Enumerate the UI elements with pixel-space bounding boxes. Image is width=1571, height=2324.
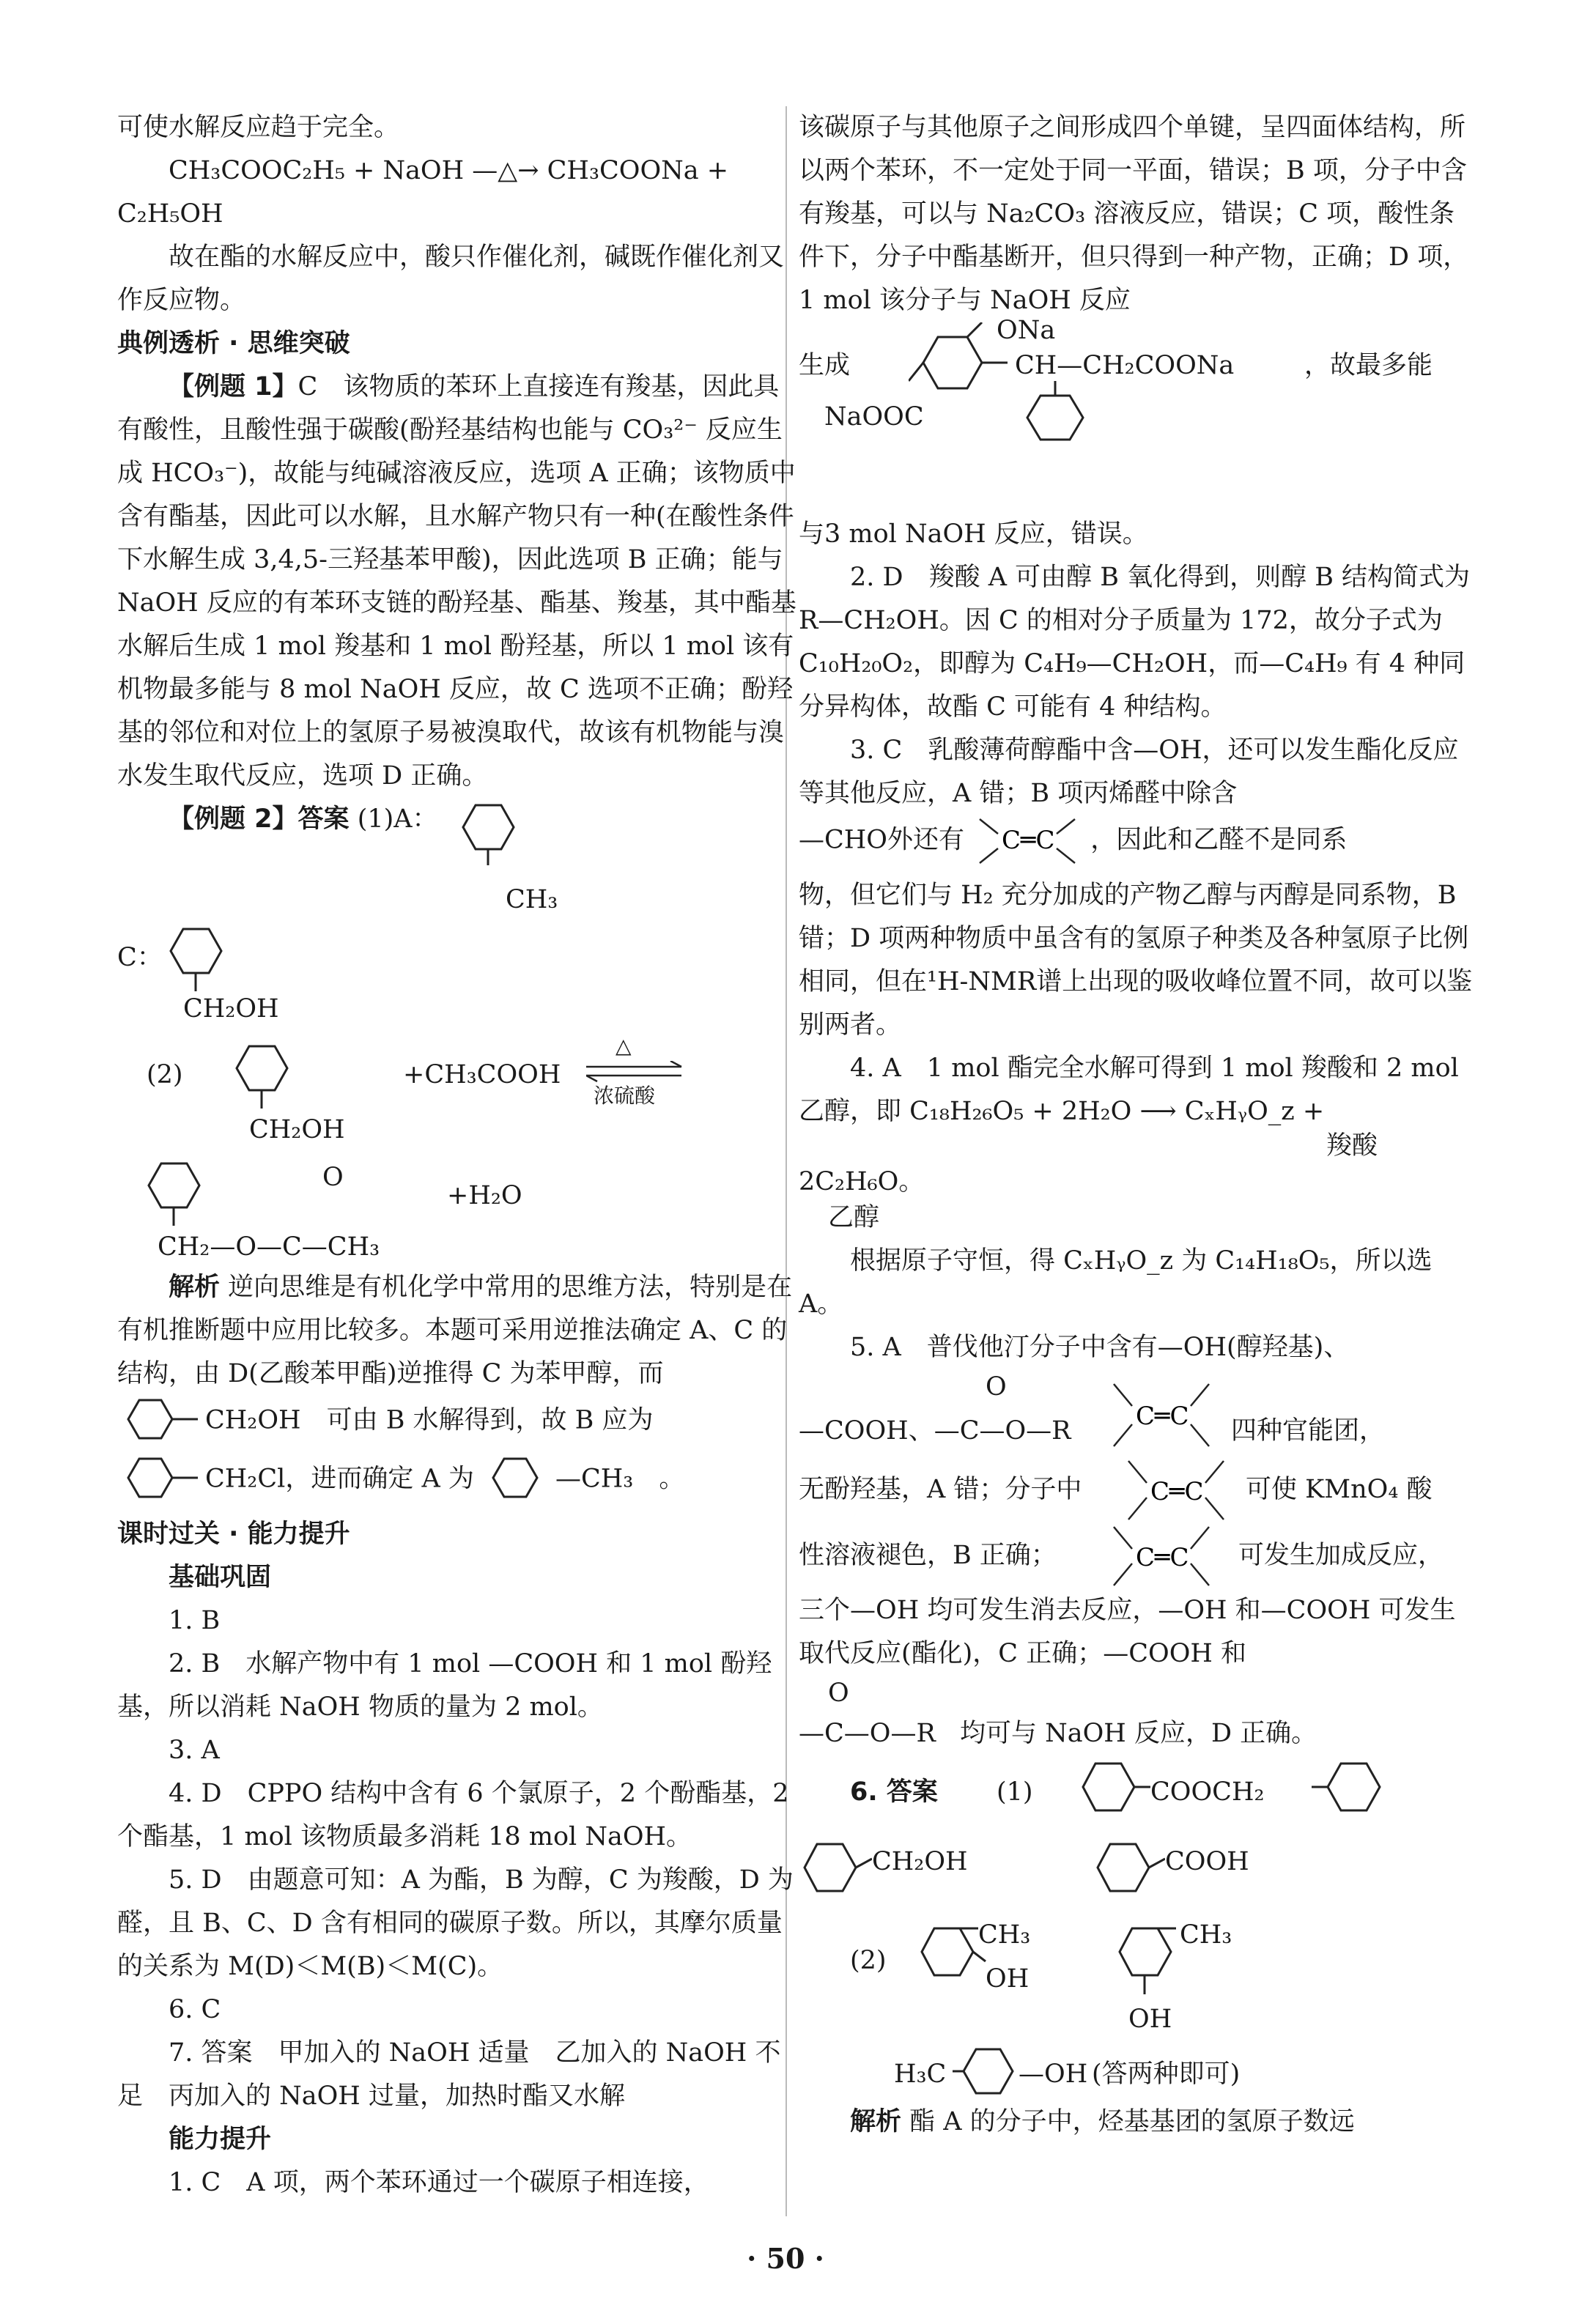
example-text: C 该物质的苯环上直接连有羧基，因此具有酸性，且酸性强于碳酸(酚羟基结构也能与 CO₃²⁻ 反应生成 HCO₃⁻)，故能与纯碱溶液反应，选项 A 正确；该物质中含有酯基，因此可以水解，且水解产物只有一种(在酸性条件下水解生成 3,4,5-三羟基苯甲酸)，因此选项 B 正确；能与 NaOH 反应的有苯环支链的酚羟基、酯基、羧基，其中酯基水解后生成 1 mol 羧基和 1 mol 酚羟基，所以 1 mol 该有机物最多能与 8 mol NaOH 反应，故 C 选项不正确；酚羟基的邻位和对位上的氢原子易被溴取代，故该有机物能与溴水发生取代反应，选项 D 正确。 <box>117 372 796 791</box>
annotation: 乙醇 <box>828 1203 880 1232</box>
answer-item: 2. D 羧酸 A 可由醇 B 氧化得到，则醇 B 结构简式为R—CH₂OH。因 C 的相对分子质量为 172，故分子式为 C₁₀H₂₀O₂，即醇为 C₄H₉—CH₂OH，而—C₄H₉ 有 4 种同分异构体，故酯 C 可能有 4 种结构。 <box>799 563 1471 722</box>
answer-6-part2 <box>799 1917 1480 2042</box>
condition-bottom: 浓硫酸 <box>594 1084 656 1108</box>
answer-6 <box>799 1756 1480 1837</box>
text: ，因此和乙醛不是同系 <box>1090 825 1348 855</box>
answer-item: 4. D CPPO 结构中含有 6 个氯原子，2 个酚酯基，2 个酯基，1 mol 该物质最多消耗 18 mol NaOH。 <box>117 1779 789 1851</box>
text: 生成 <box>799 351 851 380</box>
analysis-text: ，进而确定 A 为 <box>285 1464 474 1494</box>
answer-item: 5. A 普伐他汀分子中含有—OH(醇羟基)、 <box>850 1333 1350 1362</box>
ch2oh-label: CH₂OH <box>249 1115 345 1144</box>
benzene-ring-icon <box>799 1837 872 1903</box>
analysis-line <box>117 1396 799 1454</box>
product-structure <box>799 316 1480 513</box>
answer-item: 1. B <box>169 1606 221 1635</box>
answer-6-line2 <box>799 1837 1480 1917</box>
cooh-label: COOH <box>1165 1847 1249 1876</box>
analysis-text: 逆向思维是有机化学中常用的思维方法，特别是在有机推断题中应用比较多。本题可采用逆推法确定 A、C 的结构，由 D(乙酸苯甲酯)逆推得 C 为苯甲醇，而 <box>117 1273 793 1388</box>
paragraph: 故在酯的水解反应中，酸只作催化剂，碱既作催化剂又作反应物。 <box>117 243 785 315</box>
ch3-label: CH₃ <box>1180 1920 1232 1950</box>
text: 可发生加成反应， <box>1238 1541 1444 1570</box>
double-bond-icon <box>1106 1373 1216 1454</box>
water: +H₂O <box>447 1181 522 1210</box>
right-column <box>799 106 1480 2144</box>
oh-label: OH <box>1128 2005 1172 2034</box>
answer-item: 6. C <box>169 1995 221 2024</box>
analysis-tag: 解析 <box>850 2107 902 2136</box>
text: 四种官能团， <box>1231 1416 1386 1446</box>
equation-line: 2C₂H₆O。 <box>799 1167 925 1196</box>
double-bond-icon <box>1121 1457 1231 1523</box>
text: —COOH、—C—O—R <box>799 1416 1071 1446</box>
analysis-line <box>117 1454 799 1513</box>
equation-line: CH₃COOC₂H₅ + NaOH —△→ CH₃COONa + <box>169 156 729 185</box>
benzene-ring-icon <box>1019 381 1092 454</box>
paragraph-example1 <box>117 366 799 798</box>
double-bond-icon <box>972 815 1082 867</box>
part-label: (2) <box>850 1946 887 1975</box>
text-line: 可使水解反应趋于完全。 <box>117 113 400 142</box>
sub-heading: 基础巩固 <box>169 1563 272 1592</box>
paragraph: 该碳原子与其他原子之间形成四个单键，呈四面体结构，所以两个苯环，不一定处于同一平面，错误；B 项，分子中含有羧基，可以与 Na₂CO₃ 溶液反应，错误；C 项，酸性条件下，分子中酯基断开，但只得到一种产物，正确；D 项，1 mol 该分子与 NaOH 反应 <box>799 113 1469 315</box>
answer-6-line4 <box>799 2042 1480 2101</box>
chain-label: CH—CH₂COONa <box>1015 351 1235 380</box>
ester-group: —C—O—R <box>799 1719 936 1748</box>
reaction-2 <box>117 1034 799 1163</box>
benzene-ring-icon <box>132 1156 220 1237</box>
carbonyl-o: O <box>828 1679 849 1708</box>
oh-label: —OH <box>1019 2060 1088 2089</box>
benzene-ring-icon <box>117 1454 205 1506</box>
ch2oh-label: CH₂OH <box>205 1405 301 1435</box>
c-label: C： <box>117 943 163 972</box>
ester-label: COOCH₂ <box>1150 1777 1265 1807</box>
analysis-paragraph <box>117 1266 799 1396</box>
cc-text: C═C <box>1002 826 1055 855</box>
h3c-label: H₃C <box>894 2060 947 2089</box>
section-heading: 课时过关 · 能力提升 <box>117 1520 350 1549</box>
text: 性溶液褪色，B 正确； <box>799 1541 1057 1570</box>
equation-line: C₂H₅OH <box>117 199 223 229</box>
condition-top: △ <box>616 1034 632 1058</box>
sub-heading: 能力提升 <box>169 2125 272 2154</box>
ch2cl-label: CH₂Cl <box>205 1464 286 1494</box>
answer-label: 6. 答案 <box>850 1777 938 1807</box>
annotation: 羧酸 <box>1326 1131 1378 1161</box>
page-number: · 50 · <box>747 2242 824 2275</box>
answer-line <box>799 1457 1480 1523</box>
cc-text: C═C <box>1150 1477 1204 1506</box>
answer-line <box>799 1523 1480 1589</box>
paragraph: 物，但它们与 H₂ 充分加成的产物乙醇与丙醇是同系物，B 错；D 项两种物质中虽含有的氢原子种类及各种氢原子比例相同，但在¹H-NMR谱上出现的吸收峰位置不同，故可以鉴别两者。 <box>799 881 1473 1040</box>
section-heading: 典例透析 · 思维突破 <box>117 329 350 358</box>
product-structure <box>117 1163 799 1266</box>
left-column <box>117 106 799 2205</box>
benzene-ring-icon <box>482 1454 555 1506</box>
paragraph: 与3 mol NaOH 反应，错误。 <box>799 519 1148 549</box>
answer-item: 3. C 乳酸薄荷醇酯中含—OH，还可以发生酯化反应等其他反应，A 错；B 项丙烯醛中除含 <box>799 736 1459 808</box>
ch2oh-label: CH₂OH <box>183 994 279 1024</box>
part-label: (1) <box>997 1777 1033 1807</box>
analysis-tag: 解析 <box>169 1273 221 1302</box>
carbonyl-o: O <box>322 1163 344 1192</box>
text: 无酚羟基，A 错；分子中 <box>799 1475 1082 1504</box>
text: 均可与 NaOH 反应，D 正确。 <box>960 1719 1317 1748</box>
answer-item: 1. C A 项，两个苯环通过一个碳原子相连接， <box>169 2168 709 2197</box>
paragraph: 根据原子守恒，得 CₓHᵧO_z 为 C₁₄H₁₈O₅，所以选 A。 <box>799 1246 1433 1319</box>
cc-text: C═C <box>1136 1543 1189 1572</box>
acetic-acid: +CH₃COOH <box>403 1060 561 1089</box>
text: —CHO外还有 <box>799 825 964 855</box>
oh-label: OH <box>986 1964 1030 1994</box>
answer-item: 5. D 由题意可知：A 为酯，B 为醇，C 为羧酸，D 为醛，且 B、C、D 含有相同的碳原子数。所以，其摩尔质量的关系为 M(D)＜M(B)＜M(C)。 <box>117 1865 794 1981</box>
c-structure <box>117 922 799 1024</box>
toluene-structure <box>446 798 549 886</box>
analysis-text: 可由 B 水解得到，故 B 应为 <box>326 1405 654 1435</box>
example-tag: 【例题 2】 <box>169 804 298 834</box>
text: 可使 KMnO₄ 酸 <box>1246 1475 1433 1504</box>
answer-item: 4. A 1 mol 酯完全水解可得到 1 mol 羧酸和 2 mol 乙醇，即 C₁₈H₂₆O₅ + 2H₂O ⟶ CₓHᵧO_z + <box>799 1054 1459 1126</box>
ona-label: ONa <box>997 316 1056 345</box>
benzene-ring-icon <box>1077 1756 1150 1822</box>
ch3-label: —CH₃ <box>555 1464 634 1494</box>
carbonyl-o: O <box>986 1372 1007 1402</box>
period: 。 <box>659 1464 685 1494</box>
note: (答两种即可) <box>1092 2060 1241 2089</box>
analysis-paragraph <box>799 2101 1480 2144</box>
benzene-ring-icon <box>1312 1756 1392 1822</box>
part-label: (1)A： <box>357 804 438 834</box>
part-label: (2) <box>147 1060 183 1089</box>
answer-label: 答案 <box>297 804 350 834</box>
ch3-label: CH₃ <box>506 885 558 914</box>
cc-text: C═C <box>1136 1402 1189 1431</box>
answer-item: 7. 答案 甲加入的 NaOH 适量 乙加入的 NaOH 不足 丙加入的 NaOH 过量，加热时酯又水解 <box>117 2038 781 2111</box>
double-bond-icon <box>1106 1523 1216 1589</box>
benzene-ring-icon <box>220 1039 308 1120</box>
analysis-text: 酯 A 的分子中，烃基基团的氢原子数远 <box>909 2107 1355 2136</box>
answer-item: 2. B 水解产物中有 1 mol —COOH 和 1 mol 酚羟基，所以消耗 NaOH 物质的量为 2 mol。 <box>117 1649 772 1722</box>
ester-chain: CH₂—O—C—CH₃ <box>158 1232 380 1262</box>
benzene-ring-icon <box>909 322 1011 418</box>
paragraph: 三个—OH 均可发生消去反应，—OH 和—COOH 可发生取代反应(酯化)，C 正确；—COOH 和 <box>799 1596 1456 1668</box>
ch2oh-label: CH₂OH <box>872 1847 968 1876</box>
benzene-ring-icon <box>117 1396 205 1447</box>
ester-line <box>799 1676 1480 1756</box>
functional-groups-line <box>799 1369 1480 1457</box>
example-tag: 【例题 1】 <box>169 372 298 401</box>
answer-line <box>799 815 1480 874</box>
benzene-ring-icon <box>1092 1837 1165 1903</box>
answer-item: 3. A <box>169 1736 220 1765</box>
text: ，故最多能 <box>1304 351 1433 380</box>
ch3-label: CH₃ <box>978 1920 1031 1950</box>
naooc-label: NaOOC <box>824 402 924 432</box>
